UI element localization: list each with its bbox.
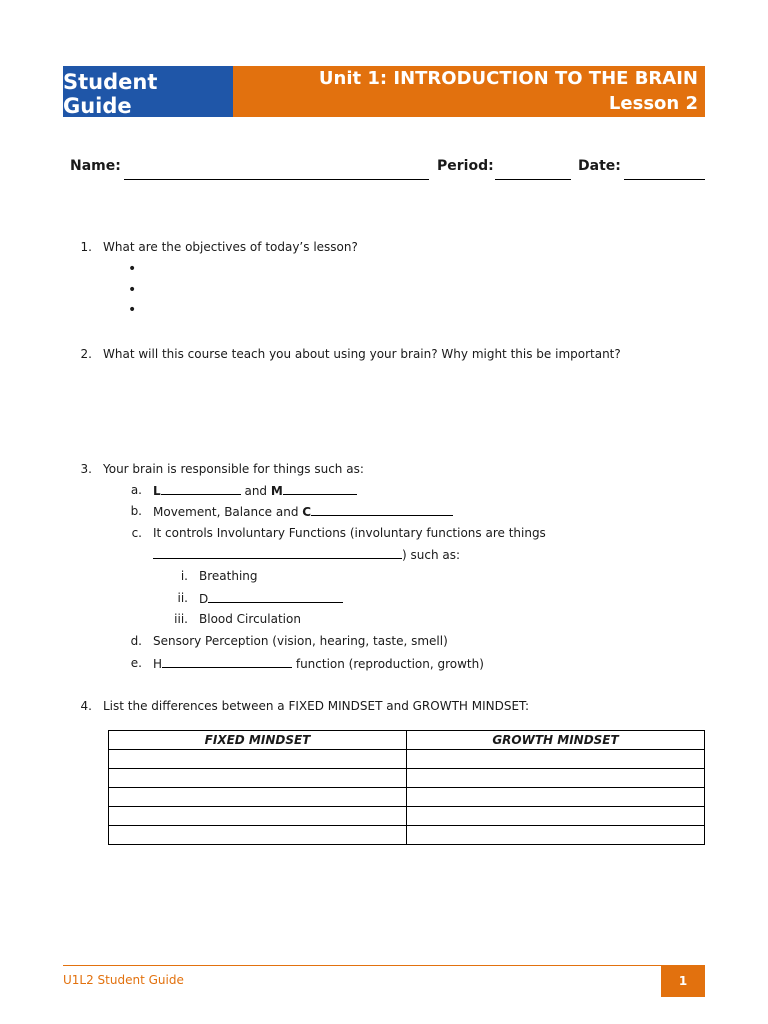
table-header-row (109, 731, 705, 750)
q3a-m-blank[interactable] (283, 483, 357, 495)
q3e-text: function (reproduction, growth) (292, 657, 484, 671)
q2-number: 2. (80, 347, 92, 361)
name-label: Name: (70, 158, 121, 174)
q3b-marker: b. (130, 504, 142, 518)
guide-title: Student Guide (63, 69, 158, 118)
unit-title: Unit 1: INTRODUCTION TO THE BRAIN (318, 68, 698, 89)
table-row (109, 750, 705, 769)
growth-cell[interactable] (407, 826, 705, 845)
q3b-item (153, 504, 453, 519)
fixed-cell[interactable] (109, 750, 407, 769)
q3-sub-d-letter: D (199, 592, 209, 606)
q3c-cont: ) such as: (402, 548, 461, 562)
page-number: 1 (678, 974, 688, 988)
q1-text: What are the objectives of today’s lesson? (103, 240, 358, 254)
period-field[interactable] (495, 179, 571, 180)
table-row (109, 788, 705, 807)
q3e-item (153, 656, 484, 671)
q3e-h-letter: H (153, 657, 163, 671)
footer-divider (63, 965, 705, 966)
q1-bullet: • (128, 302, 137, 318)
date-field[interactable] (624, 179, 705, 180)
q3-sub-d-blank[interactable] (208, 591, 343, 603)
fixed-cell[interactable] (109, 769, 407, 788)
growth-mindset-header: GROWTH MINDSET (407, 731, 705, 750)
q3a-m-letter: M (270, 484, 283, 498)
q3c-text: It controls Involuntary Functions (involuntary functions are things (153, 526, 546, 540)
q3a-marker: a. (130, 483, 142, 497)
q4-text: List the differences between a FIXED MINDSET and GROWTH MINDSET: (103, 699, 530, 713)
fixed-mindset-header: FIXED MINDSET (109, 731, 407, 750)
q3a-and: and (240, 484, 271, 498)
page-number-box (661, 965, 705, 997)
q1-bullet: • (128, 261, 137, 277)
table-row (109, 769, 705, 788)
q3c-blank[interactable] (153, 547, 402, 559)
fixed-cell[interactable] (109, 788, 407, 807)
q3b-c-letter: C (302, 505, 312, 519)
q2-text: What will this course teach you about using your brain? Why might this be important? (103, 347, 621, 361)
table-row (109, 807, 705, 826)
q3a-l-blank[interactable] (161, 483, 241, 495)
table-row (109, 826, 705, 845)
q3-sub-item (199, 591, 343, 606)
q3c-continuation (153, 547, 460, 562)
q1-number: 1. (80, 240, 92, 254)
q3a-l-letter: L (153, 484, 161, 498)
q3a-item (153, 483, 357, 498)
q3c-marker: c. (131, 526, 142, 540)
q3-text: Your brain is responsible for things such as: (103, 462, 364, 476)
growth-cell[interactable] (407, 750, 705, 769)
student-guide-banner (63, 66, 233, 117)
unit-banner (233, 66, 705, 117)
name-field[interactable] (124, 179, 429, 180)
growth-cell[interactable] (407, 807, 705, 826)
q3d-text: Sensory Perception (vision, hearing, taste, smell) (153, 634, 448, 648)
q3-sub-text: Blood Circulation (199, 612, 301, 626)
growth-cell[interactable] (407, 788, 705, 807)
q3-sub-marker: ii. (177, 591, 188, 605)
footer-text: U1L2 Student Guide (63, 973, 184, 987)
mindset-table (108, 730, 705, 845)
q3d-marker: d. (130, 634, 142, 648)
q3-number: 3. (80, 462, 92, 476)
q3e-marker: e. (130, 656, 142, 670)
q3b-c-blank[interactable] (311, 504, 453, 516)
q3-sub-text: Breathing (199, 569, 258, 583)
q3e-h-blank[interactable] (162, 656, 292, 668)
fixed-cell[interactable] (109, 807, 407, 826)
fixed-cell[interactable] (109, 826, 407, 845)
date-label: Date: (578, 158, 621, 174)
period-label: Period: (437, 158, 494, 174)
growth-cell[interactable] (407, 769, 705, 788)
q1-bullet: • (128, 282, 137, 298)
q4-number: 4. (80, 699, 92, 713)
lesson-title: Lesson 2 (608, 93, 698, 114)
q3-sub-marker: iii. (174, 612, 188, 626)
q3-sub-marker: i. (180, 569, 188, 583)
q3b-text: Movement, Balance and (153, 505, 303, 519)
